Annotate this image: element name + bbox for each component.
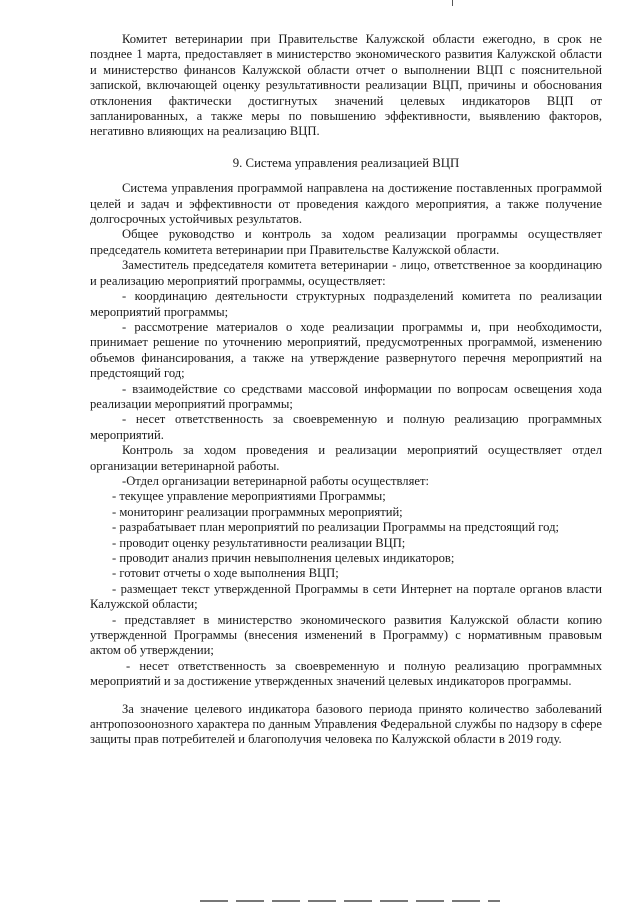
list-item: - взаимодействие со средствами массовой информации по вопросам освещения хода реализации мероприятий программы;	[90, 381, 602, 411]
paragraph-department: -Отдел организации ветеринарной работы осуществляет:	[122, 473, 429, 488]
paragraph-deputy: Заместитель председателя комитета ветеринарии - лицо, ответственное за координацию и реализацию мероприятий программы, осуществляет:	[90, 258, 602, 288]
scan-bottom-edge	[200, 900, 500, 902]
list-item: - мониторинг реализации программных мероприятий;	[112, 504, 403, 519]
paragraph-general-management: Общее руководство и контроль за ходом реализации программы осуществляет председатель комитета ветеринарии при Правительстве Калужской области.	[90, 227, 602, 257]
paragraph-control: Контроль за ходом проведения и реализации мероприятий осуществляет отдел организации ветеринарной работы.	[90, 443, 602, 473]
paragraph-indicator: За значение целевого индикатора базового периода принято количество заболеваний антропозоонозного характера по данным Управления Федеральной службы по надзору в сфере защиты прав потребителей и благополучия человека по Калужской области в 2019 году.	[90, 701, 602, 747]
list-item: - несет ответственность за своевременную и полную реализацию программных мероприятий и за достижение утвержденных значений целевых индикаторов программы.	[90, 658, 602, 689]
list-item: - рассмотрение материалов о ходе реализации программы и, при необходимости, принимает решение по уточнению мероприятий, предусмотренных программой, изменению объемов финансирования, а также на утверждение развернутого перечня мероприятий на предстоящий год;	[90, 319, 602, 381]
list-item: - текущее управление мероприятиями Программы;	[112, 489, 386, 504]
list-item: - проводит анализ причин невыполнения целевых индикаторов;	[112, 551, 455, 565]
list-item: - размещает текст утвержденной Программы в сети Интернет на портале органов власти Калужской области;	[90, 581, 602, 612]
list-item: - готовит отчеты о ходе выполнения ВЦП;	[112, 566, 339, 581]
list-item: - разрабатывает план мероприятий по реализации Программы на предстоящий год;	[112, 520, 560, 535]
section-heading: 9. Система управления реализацией ВЦП	[232, 155, 460, 170]
document-body	[90, 32, 602, 748]
list-item: - проводит оценку результативности реализации ВЦП;	[112, 535, 406, 550]
paragraph-report: Комитет ветеринарии при Правительстве Калужской области ежегодно, в срок не позднее 1 марта, предоставляет в министерство экономического развития Калужской области и министерство финансов Калужской области отчет о выполнении ВЦП с пояснительной запиской, включающей оценку результативности реализации ВЦП, причины и обоснования отклонения фактически достигнутых значений целевых индикаторов ВЦП от запланированных, а также меры по повышению эффективности, выявлению факторов, негативно влияющих на реализацию ВЦП.	[90, 32, 602, 139]
list-item: - представляет в министерство экономического развития Калужской области копию утвержденной Программы (внесения изменений в Программу) с нормативным правовым актом об утверждении;	[90, 612, 602, 658]
list-item: - координацию деятельности структурных подразделений комитета по реализации мероприятий программы;	[90, 289, 602, 319]
list-item: - несет ответственность за своевременную и полную реализацию программных мероприятий.	[90, 412, 602, 442]
paragraph-system: Система управления программой направлена на достижение поставленных программой целей и задач и эффективности от проведения каждого мероприятия, а также получение долгосрочных устойчивых результатов.	[90, 181, 602, 227]
scan-mark	[452, 0, 453, 6]
